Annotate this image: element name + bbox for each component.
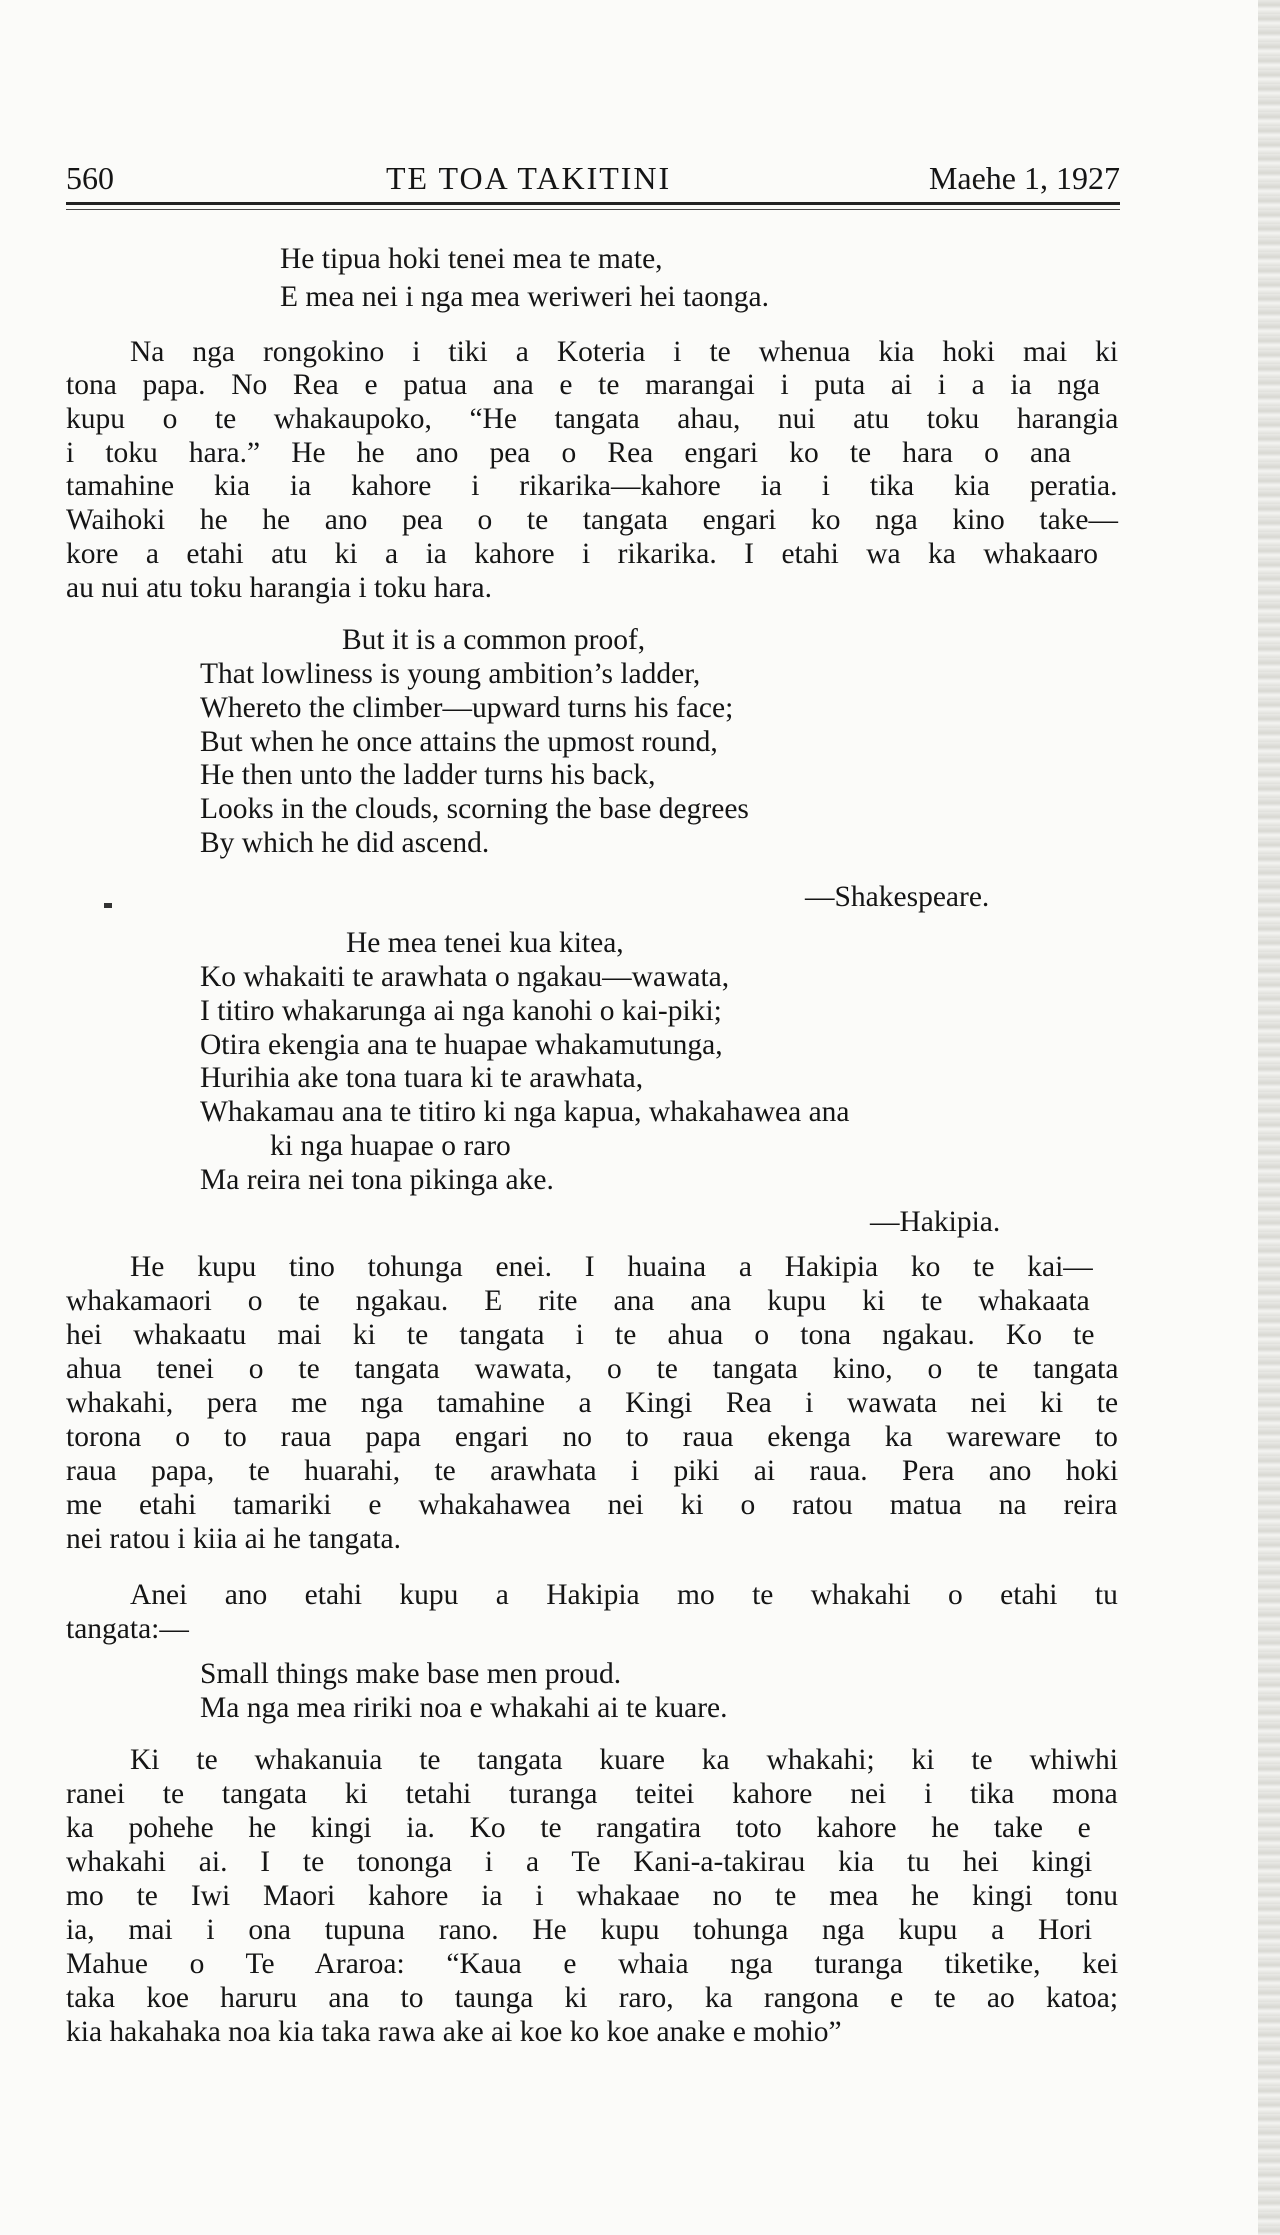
para2-line: He kupu tino tohunga enei. I huaina a Hakipia ko te kai— [130,1251,1093,1283]
para2-line: whakahi, pera me nga tamahine a Kingi Rea i wawata nei ki te [66,1387,1119,1419]
couplet-line: Ma nga mea ririki noa e whakahi ai te kuare. [200,1692,728,1724]
para4-line: ka pohehe he kingi ia. Ko te rangatira toto kahore he take e [66,1812,1091,1844]
para1-line: tamahine kia ia kahore i rikarika—kahore ia i tika kia peratia. [66,470,1118,502]
poem-english-line: He then unto the ladder turns his back, [200,759,656,791]
poem-english-line: Whereto the climber—upward turns his face; [200,692,734,724]
attribution-hakipia: —Hakipia. [870,1206,1001,1238]
para2-line: whakamaori o te ngakau. E rite ana ana kupu ki te whakaata [66,1285,1090,1317]
para4-line: Ki te whakanuia te tangata kuare ka whakahi; ki te whiwhi [130,1744,1119,1776]
poem-maori-line: I titiro whakarunga ai nga kanohi o kai-piki; [200,995,722,1027]
newspaper-title: TE TOA TAKITINI [386,160,672,196]
para2-line: raua papa, te huarahi, te arawhata i piki ai raua. Pera ano hoki [66,1455,1119,1487]
para4-line: ranei te tangata ki tetahi turanga teitei kahore nei i tika mona [66,1778,1118,1810]
para2-line: me etahi tamariki e whakahawea nei ki o ratou matua na reira [66,1489,1118,1521]
poem-maori-line: ki nga huapae o raro [270,1130,511,1162]
para4-line: taka koe haruru ana to taunga ki raro, ka rangona e te ao katoa; [66,1982,1119,2014]
para2-line: nei ratou i kiia ai he tangata. [66,1523,402,1555]
poem-maori-line: Hurihia ake tona tuara ki te arawhata, [200,1062,644,1094]
verse1-line: He tipua hoki tenei mea te mate, [280,243,663,275]
para1-line: i toku hara.” He he ano pea o Rea engari ko te hara o ana [66,437,1071,469]
issue-date: Maehe 1, 1927 [928,160,1120,196]
poem-maori-line: Otira ekengia ana te huapae whakamutunga, [200,1029,723,1061]
page-header [66,160,1120,204]
poem-english-line: By which he did ascend. [200,827,490,859]
para3-line: Anei ano etahi kupu a Hakipia mo te whakahi o etahi tu [130,1579,1118,1611]
poem-english-line: Looks in the clouds, scorning the base degrees [200,793,749,825]
ink-speck [104,903,112,908]
page-edge-scan-artifact [1258,0,1280,2235]
para4-line: Mahue o Te Araroa: “Kaua e whaia nga turanga tiketike, kei [66,1948,1119,1980]
poem-maori-line: Whakamau ana te titiro ki nga kapua, whakahawea ana [200,1096,850,1128]
para2-line: torona o to raua papa engari no to raua ekenga ka wareware to [66,1421,1118,1453]
para4-line: whakahi ai. I te tononga i a Te Kani-a-takirau kia tu hei kingi [66,1846,1093,1878]
para4-line: mo te Iwi Maori kahore ia i whakaae no te mea he kingi tonu [66,1880,1119,1912]
poem-english-line: But it is a common proof, [342,624,646,656]
para4-line: ia, mai i ona tupuna rano. He kupu tohunga nga kupu a Hori [66,1914,1093,1946]
header-rule-thin [66,209,1120,210]
page-number: 560 [66,160,114,196]
poem-maori-line: Ko whakaiti te arawhata o ngakau—wawata, [200,961,730,993]
para1-line: Na nga rongokino i tiki a Koteria i te whenua kia hoki mai ki [130,336,1119,368]
attribution-shakespeare: —Shakespeare. [805,881,990,913]
verse1-line: E mea nei i nga mea weriweri hei taonga. [280,281,769,313]
couplet-line: Small things make base men proud. [200,1658,622,1690]
poem-english-line: But when he once attains the upmost round, [200,726,718,758]
poem-maori-line: Ma reira nei tona pikinga ake. [200,1164,554,1196]
para3-line: tangata:— [66,1613,189,1645]
para2-line: ahua tenei o te tangata wawata, o te tangata kino, o te tangata [66,1353,1119,1385]
para1-line: au nui atu toku harangia i toku hara. [66,572,492,604]
para4-line: kia hakahaka noa kia taka rawa ake ai koe ko koe anake e mohio” [66,2016,842,2048]
para2-line: hei whakaatu mai ki te tangata i te ahua o tona ngakau. Ko te [66,1319,1095,1351]
poem-maori-line: He mea tenei kua kitea, [346,927,624,959]
para1-line: tona papa. No Rea e patua ana e te marangai i puta ai i a ia nga [66,369,1100,401]
header-rule [66,202,1120,205]
para1-line: kupu o te whakaupoko, “He tangata ahau, nui atu toku harangia [66,403,1119,435]
para1-line: kore a etahi atu ki a ia kahore i rikarika. I etahi wa ka whakaaro [66,538,1099,570]
para1-line: Waihoki he he ano pea o te tangata engari ko nga kino take— [66,504,1119,536]
poem-english-line: That lowliness is young ambition’s ladder, [200,658,701,690]
